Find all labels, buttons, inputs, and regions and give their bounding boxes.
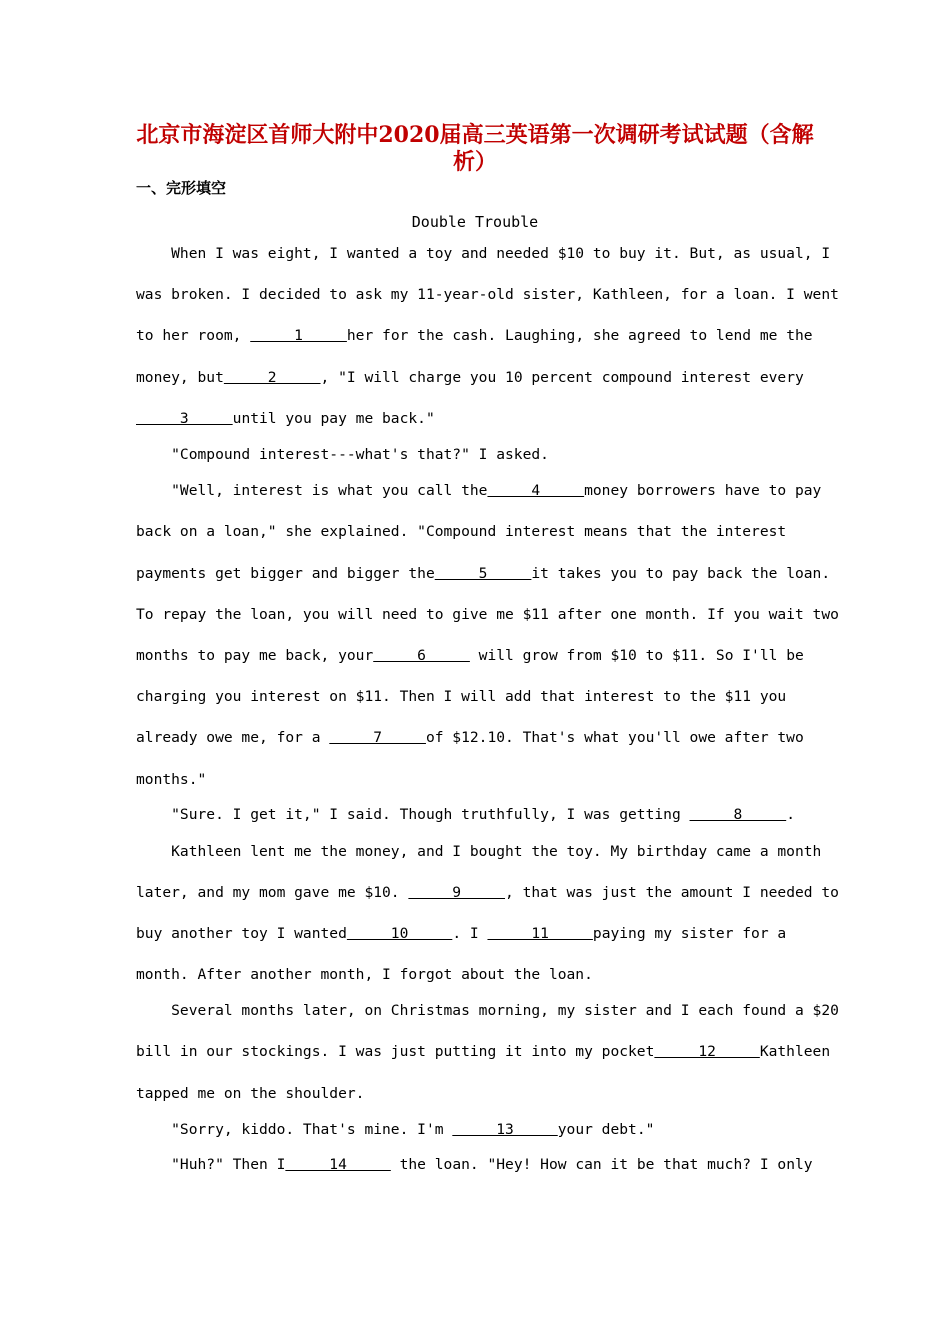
passage-line: tapped me on the shoulder. [136,1085,365,1102]
blank-10: 10 [346,925,453,942]
blank-7: 7 [329,729,426,746]
passage-line: money, but 2 , "I will charge you 10 percent compound interest every [136,369,804,386]
blank-8: 8 [689,806,787,823]
blank-9: 9 [408,884,506,901]
document-title: 北京市海淀区首师大附中2020届高三英语第一次调研考试试题（含解析） [136,122,814,175]
blank-12: 12 [654,1043,760,1060]
blank-3: 3 [136,410,233,427]
passage-line: month. After another month, I forgot about the loan. [136,966,593,983]
passage-line: charging you interest on $11. Then I will add that interest to the $11 you [136,688,787,705]
passage-line: When I was eight, I wanted a toy and needed $10 to buy it. But, as usual, I [136,245,831,262]
passage-line: 3 until you pay me back." [136,410,435,427]
passage-line: was broken. I decided to ask my 11-year-old sister, Kathleen, for a loan. I went [136,286,839,303]
passage-line: payments get bigger and bigger the 5 it takes you to pay back the loan. [136,565,831,582]
blank-5: 5 [434,565,532,582]
blank-2: 2 [223,369,321,386]
blank-4: 4 [487,482,585,499]
passage-line: "Sorry, kiddo. That's mine. I'm 13 your debt." [136,1121,655,1138]
blank-13: 13 [452,1121,558,1138]
blank-6: 6 [373,647,470,664]
blank-1: 1 [250,327,347,344]
passage-line: To repay the loan, you will need to give me $11 after one month. If you wait two [136,606,839,623]
passage-line: "Sure. I get it," I said. Though truthfully, I was getting 8 . [136,806,795,823]
passage-line: "Compound interest---what's that?" I asked. [136,446,549,463]
blank-14: 14 [285,1156,391,1173]
passage-line: months to pay me back, your 6 will grow from $10 to $11. So I'll be [136,647,804,664]
passage-line: to her room, 1 her for the cash. Laughing, she agreed to lend me the [136,327,813,344]
passage-line: later, and my mom gave me $10. 9 , that was just the amount I needed to [136,884,839,901]
story-title: Double Trouble [411,213,539,231]
passage-line: "Huh?" Then I 14 the loan. "Hey! How can it be that much? I only [136,1156,813,1173]
passage-line: buy another toy I wanted 10 . I 11 paying my sister for a [136,925,787,942]
section-heading: 一、完形填空 [136,179,227,197]
passage-line: Several months later, on Christmas morning, my sister and I each found a $20 [136,1002,839,1019]
passage-line: bill in our stockings. I was just putting it into my pocket 12 Kathleen [136,1043,831,1060]
passage-line: back on a loan," she explained. "Compound interest means that the interest [136,523,787,540]
passage-line: "Well, interest is what you call the 4 money borrowers have to pay [136,482,822,499]
passage-line: Kathleen lent me the money, and I bought the toy. My birthday came a month [136,843,822,860]
passage-line: months." [136,771,207,788]
passage-line: already owe me, for a 7 of $12.10. That's what you'll owe after two [136,729,804,746]
blank-11: 11 [487,925,593,942]
